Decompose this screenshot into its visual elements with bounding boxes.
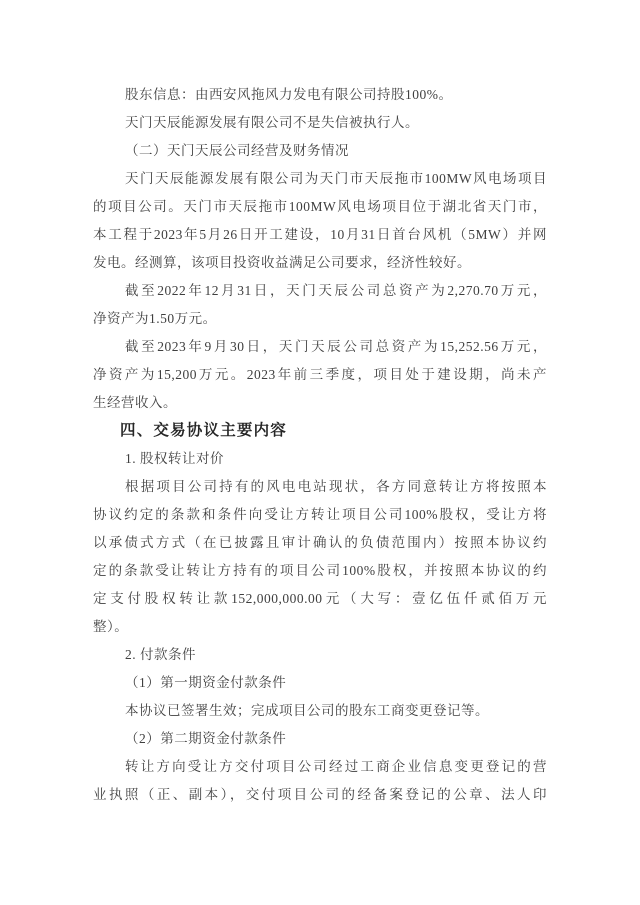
document-line: （二）天门天辰公司经营及财务情况 <box>125 143 349 158</box>
document-line: （1）第一期资金付款条件 <box>125 675 287 690</box>
document-line: 定的条款受让转让方持有的项目公司100%股权，并按照本协议的约 <box>93 563 547 578</box>
document-line: 本工程于2023年5月26日开工建设，10月31日首台风机（5MW）并网 <box>93 227 547 242</box>
document-line: 截至2022年12月31日，天门天辰公司总资产为2,270.70万元， <box>125 283 547 298</box>
document-line: 生经营收入。 <box>93 395 177 410</box>
document-line: 根据项目公司持有的风电电站现状，各方同意转让方将按照本 <box>125 479 547 494</box>
document-line: 的项目公司。天门市天辰拖市100MW风电场项目位于湖北省天门市， <box>93 199 547 214</box>
document-line: 截至2023年9月30日，天门天辰公司总资产为15,252.56万元， <box>125 339 547 354</box>
document-line: 本协议已签署生效；完成项目公司的股东工商变更登记等。 <box>125 703 489 718</box>
document-line: 净资产为15,200万元。2023年前三季度，项目处于建设期，尚未产 <box>93 367 547 382</box>
document-line: 以承债式方式（在已披露且审计确认的负债范围内）按照本协议约 <box>93 535 547 550</box>
document-line: 天门天辰能源发展有限公司不是失信被执行人。 <box>125 115 419 130</box>
document-line: 天门天辰能源发展有限公司为天门市天辰拖市100MW风电场项目 <box>125 171 547 186</box>
document-line: 发电。经测算，该项目投资收益满足公司要求，经济性较好。 <box>93 255 471 270</box>
document-line: 整）。 <box>93 619 129 634</box>
document-line: 2. 付款条件 <box>125 647 196 662</box>
document-body <box>93 81 547 809</box>
document-line: 协议约定的条款和条件向受让方转让项目公司100%股权，受让方将 <box>93 507 547 522</box>
document-line: 定支付股权转让款152,000,000.00元（大写：壹亿伍仟贰佰万元 <box>93 591 547 606</box>
document-line: 1. 股权转让对价 <box>125 451 224 466</box>
document-line: 净资产为1.50万元。 <box>93 311 217 326</box>
section-heading: 四、交易协议主要内容 <box>120 422 288 439</box>
document-line: 业执照（正、副本），交付项目公司的经备案登记的公章、法人印 <box>93 787 547 802</box>
document-line: 股东信息：由西安风拖风力发电有限公司持股100%。 <box>125 87 453 102</box>
document-line: 转让方向受让方交付项目公司经过工商企业信息变更登记的营 <box>125 759 547 774</box>
document-line: （2）第二期资金付款条件 <box>125 731 287 746</box>
